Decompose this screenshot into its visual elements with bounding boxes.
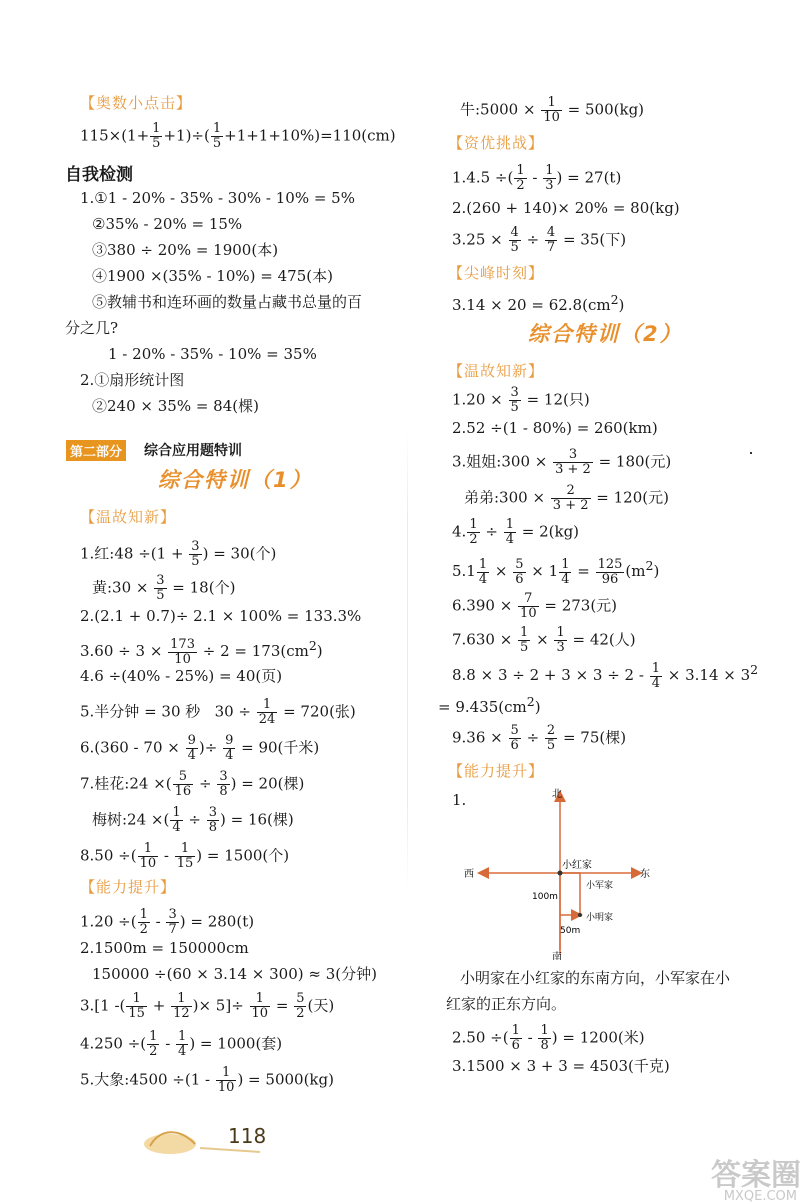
stray-dot [750, 452, 752, 454]
part-title: 综合应用题特训 [144, 443, 242, 459]
xiaohong-point [558, 871, 563, 876]
exercise-line: 6.(360 - 70 × $\frac{9}{4}$ )÷ $\frac{9}{4}$ = 90(千米) [80, 733, 320, 763]
tag-nengli: 【能力提升】 [80, 878, 177, 896]
tag-aoshu: 【奥数小点击】 [80, 94, 193, 112]
exercise-line: 梅树:24 ×( $\frac{1}{4}$ ÷ $\frac{3}{8}$ ) = 16(棵) [92, 805, 294, 835]
page-number: 118 [228, 1124, 267, 1148]
exercise-line: 4.250 ÷( $\frac{1}{2}$ - $\frac{1}{4}$ ) = 1000(套) [80, 1029, 283, 1059]
watermark-url: MXQE.COM [723, 1189, 797, 1204]
tag-ziyou: 【资优挑战】 [448, 134, 545, 152]
self-check-line: ⑤教辅书和连环画的数量占藏书总量的百 [92, 293, 363, 311]
tag-wengu: 【温故知新】 [80, 508, 177, 526]
exercise-line: 3.[1 -( $\frac{1}{15}$ + $\frac{1}{12}$ )× 5]÷ $\frac{1}{10}$ = $\frac{5}{2}$ (天) [80, 991, 335, 1021]
exercise-line: 8.50 ÷( $\frac{1}{10}$ - $\frac{1}{15}$ ) = 1500(个) [80, 841, 290, 871]
exercise-line: 4.6 ÷(40% - 25%) = 40(页) [80, 667, 283, 685]
exercise-line: 1.4.5 ÷( $\frac{1}{2}$ - $\frac{1}{3}$ ) = 27(t) [452, 163, 622, 193]
exercise-line: 2.50 ÷( $\frac{1}{6}$ - $\frac{1}{8}$ ) = 1200(米) [452, 1023, 645, 1053]
tag-wengu: 【温故知新】 [448, 362, 545, 380]
exercise-line: = $9.435(cm^2)$ [438, 694, 541, 716]
exercise-line: 1.红:48 ÷(1 + $\frac{3}{5}$ ) = 30(个) [80, 539, 277, 569]
exercise-line: 红家的正东方向。 [446, 995, 567, 1013]
self-check-line: 分之几? [65, 319, 119, 337]
xiaoming-label: 小明家 [586, 913, 614, 923]
section-title-1: 综合特训（1） [158, 468, 313, 492]
exercise-line: 5.1 $\frac{1}{4}$ × $\frac{5}{6}$ × 1 $\frac{1}{4}$ = $\frac{125}{96}$ $(m^2)$ [452, 556, 660, 587]
exercise-line: 6.390 × $\frac{7}{10}$ = 273(元) [452, 591, 618, 621]
xiaojun-label: 小军家 [586, 881, 614, 891]
exercise-line: 小明家在小红家的东南方向，小军家在小 [460, 969, 731, 987]
exercise-line: 7.桂花:24 ×( $\frac{5}{16}$ ÷ $\frac{3}{8}$ ) = 20(棵) [80, 769, 305, 799]
self-check-line: 1 - 20% - 35% - 10% = 35% [108, 345, 317, 363]
exercise-line: 3.1500 × 3 + 3 = 4503(千克) [452, 1057, 670, 1075]
section-title-2: 综合特训（2） [528, 322, 683, 346]
east-label: 东 [640, 869, 650, 880]
exercise-line: 7.630 × $\frac{1}{5}$ × $\frac{1}{3}$ = 42(人) [452, 625, 636, 655]
xiaoming-point [578, 913, 582, 917]
exercise-line: 2.(260 + 140)× 20% = 80(kg) [452, 199, 680, 217]
exercise-line: 弟弟:300 × $\frac{2}{3 + 2}$ = 120(元) [464, 483, 669, 513]
exercise-line: 2.(2.1 + 0.7)÷ 2.1 × 100% = 133.3% [80, 607, 362, 625]
distance-50m: 50m [560, 926, 581, 936]
exercise-line: 8.8 × 3 ÷ 2 + 3 × 3 ÷ 2 - $\frac{1}{4}$ × $3.14 \times 3^2$ [452, 660, 759, 691]
tag-jianfeng: 【尖峰时刻】 [448, 264, 545, 282]
exercise-line: 3.25 × $\frac{4}{5}$ ÷ $\frac{4}{7}$ = 35(下) [452, 225, 627, 255]
self-check-line: 2.①扇形统计图 [80, 371, 185, 389]
exercise-line: 150000 ÷(60 × 3.14 × 300) ≈ 3(分钟) [92, 965, 377, 983]
self-check-line: ②240 × 35% = 84(棵) [92, 397, 259, 415]
exercise-line: 2.1500m = 150000cm [80, 939, 249, 957]
self-check-line: ③380 ÷ 20% = 1900(本) [92, 241, 279, 259]
exercise-line: 5.大象:4500 ÷(1 - $\frac{1}{10}$ ) = 5000(kg) [80, 1065, 334, 1095]
exercise-line: 9.36 × $\frac{5}{6}$ ÷ $\frac{2}{5}$ = 75(棵) [452, 723, 627, 753]
aoshu-formula: 115×(1+ $\frac{1}{5}$ +1)÷( $\frac{1}{5}$ +1+1+10%)=110(cm) [80, 121, 396, 151]
north-label: 北 [552, 789, 562, 800]
exercise-line: 5.半分钟 = 30 秒 30 ÷ $\frac{1}{24}$ = 720(张) [80, 697, 356, 727]
exercise-line: 牛:5000 × $\frac{1}{10}$ = 500(kg) [460, 95, 645, 125]
exercise-line: 3.60 ÷ 3 × $\frac{173}{10}$ ÷ $2 = 173(cm^2)$ [80, 636, 323, 667]
exercise-line: 1.20 × $\frac{3}{5}$ = 12(只) [452, 385, 590, 415]
direction-diagram [460, 785, 680, 960]
exercise-line: 1. [452, 791, 467, 809]
exercise-line: 1.20 ÷( $\frac{1}{2}$ - $\frac{3}{7}$ ) = 280(t) [80, 907, 255, 937]
self-check-heading: 自我检测 [65, 165, 133, 185]
west-label: 西 [464, 869, 474, 880]
part-label: 第二部分 [66, 440, 126, 461]
xiaohong-label: 小红家 [562, 860, 592, 871]
self-check-line: ④1900 ×(35% - 10%) = 475(本) [92, 267, 333, 285]
tag-nengli: 【能力提升】 [448, 762, 545, 780]
column-divider [407, 430, 408, 890]
watermark-logo: 答案圈 [711, 1158, 801, 1193]
south-label: 南 [552, 952, 562, 960]
exercise-line: 4. $\frac{1}{2}$ ÷ $\frac{1}{4}$ = 2(kg) [452, 517, 580, 547]
distance-100m: 100m [532, 892, 558, 902]
exercise-line: 3.姐姐:300 × $\frac{3}{3 + 2}$ = 180(元) [452, 447, 672, 477]
self-check-line: 1.①1 - 20% - 35% - 30% - 10% = 5% [80, 189, 355, 207]
exercise-line: $3.14 \times 20 = 62.8(cm^2)$ [452, 292, 625, 314]
exercise-line: 2.52 ÷(1 - 80%) = 260(km) [452, 419, 658, 437]
exercise-line: 黄:30 × $\frac{3}{5}$ = 18(个) [92, 573, 236, 603]
self-check-line: ②35% - 20% = 15% [92, 215, 243, 233]
